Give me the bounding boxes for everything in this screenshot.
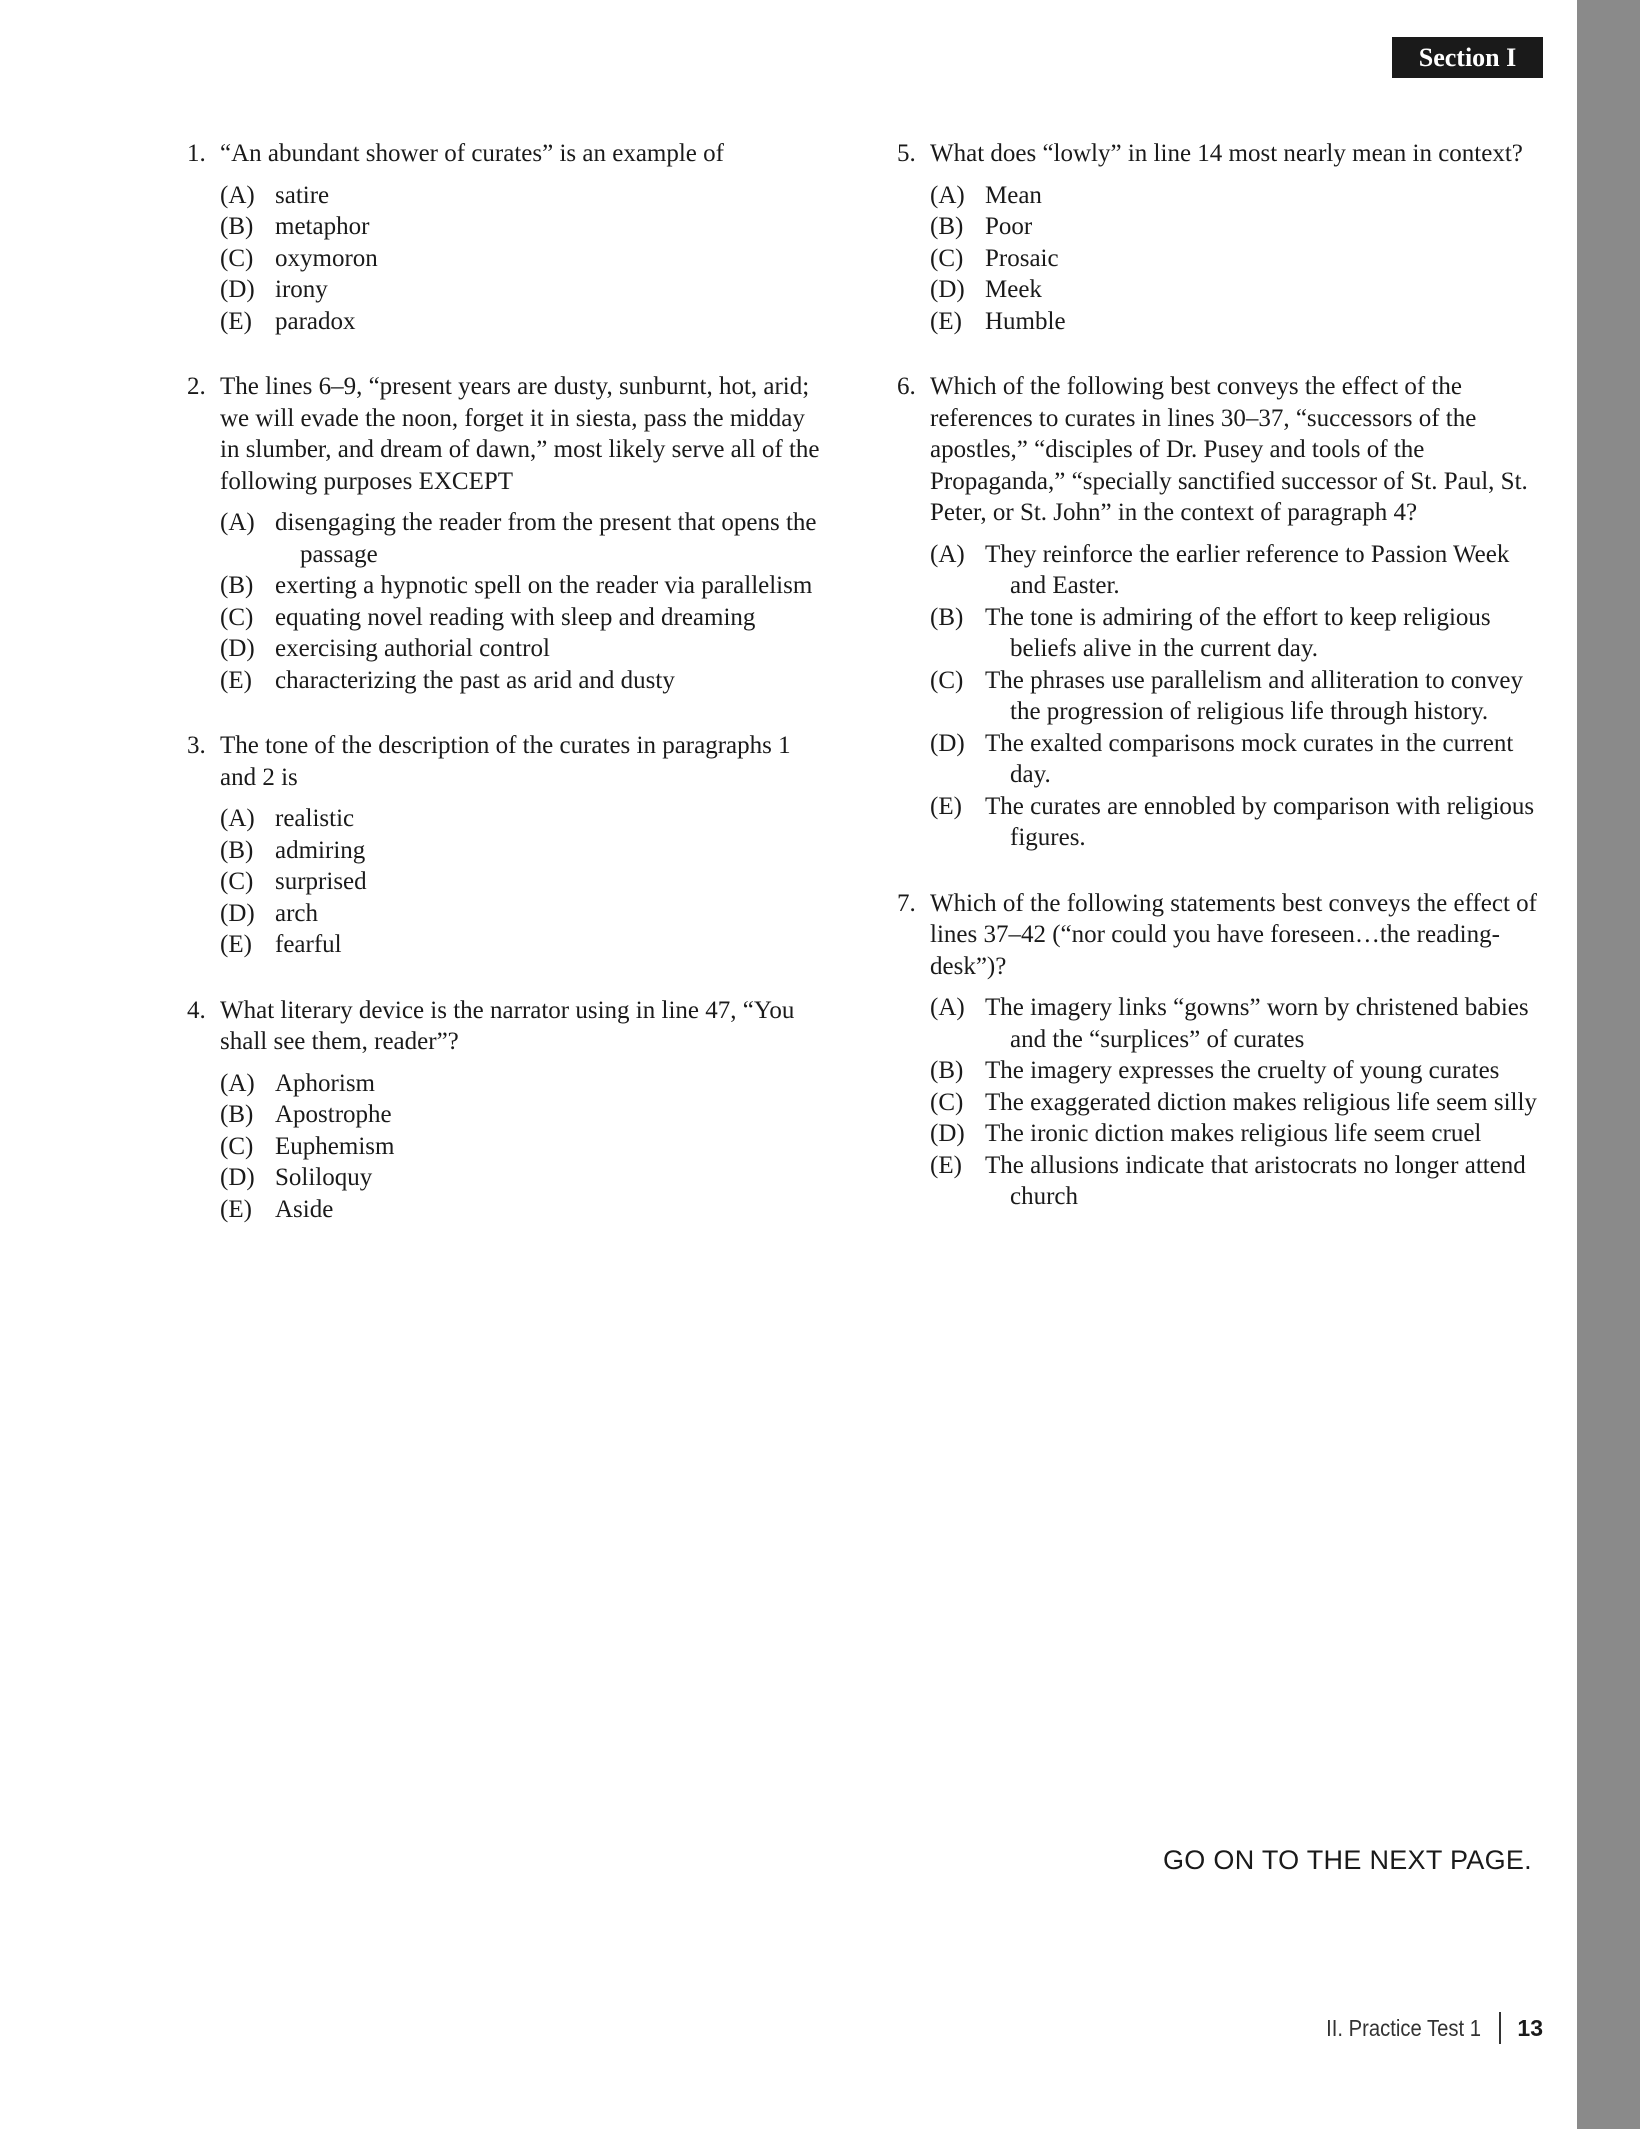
choice-text: Mean xyxy=(985,181,1042,209)
question-3 xyxy=(187,730,822,961)
answer-choice xyxy=(220,1131,822,1163)
go-on-notice: GO ON TO THE NEXT PAGE. xyxy=(1163,1845,1532,1875)
question-stem xyxy=(187,138,822,170)
choice-text: metaphor xyxy=(275,213,370,240)
choice-letter: (B) xyxy=(220,836,254,864)
page-footer xyxy=(1100,2010,1543,2046)
choice-text: exerting a hypnotic spell on the reader via parallelism xyxy=(275,572,813,599)
choice-letter: (C) xyxy=(220,603,254,631)
question-stem xyxy=(897,371,1537,529)
answer-choice xyxy=(220,898,822,930)
choice-text: arch xyxy=(275,899,319,927)
answer-choice xyxy=(220,1068,822,1100)
choice-text: Soliloquy xyxy=(275,1164,373,1191)
choice-text: realistic xyxy=(275,805,355,832)
answer-choice xyxy=(930,992,1537,1055)
choice-letter: (A) xyxy=(220,805,255,832)
answer-choice xyxy=(220,306,822,338)
choice-letter: (B) xyxy=(220,572,254,599)
choice-text: The exalted comparisons mock curates in the current day. xyxy=(985,729,1514,788)
answer-choice xyxy=(930,211,1537,243)
choice-text: The exaggerated diction makes religious life seem silly xyxy=(985,1088,1537,1116)
answer-choice xyxy=(220,274,822,306)
answer-choice xyxy=(220,929,822,961)
choice-letter: (C) xyxy=(930,666,964,694)
question-number: 3. xyxy=(187,732,206,759)
answer-choice xyxy=(930,665,1537,728)
page-number: 13 xyxy=(1517,2014,1543,2041)
question-number: 7. xyxy=(897,889,916,917)
choice-text: exercising authorial control xyxy=(275,635,550,662)
answer-choices xyxy=(930,180,1537,338)
answer-choices xyxy=(930,539,1537,854)
answer-choices xyxy=(220,180,822,338)
answer-choice xyxy=(220,1162,822,1194)
choice-letter: (C) xyxy=(930,244,964,272)
choice-letter: (E) xyxy=(930,792,962,820)
answer-choice xyxy=(930,180,1537,212)
choice-text: The ironic diction makes religious life seem cruel xyxy=(985,1120,1482,1147)
question-7 xyxy=(897,888,1537,1213)
question-6 xyxy=(897,371,1537,854)
question-stem xyxy=(897,138,1537,170)
choice-text: paradox xyxy=(275,307,356,335)
choice-letter: (D) xyxy=(220,1164,255,1191)
choice-text: Poor xyxy=(985,213,1033,240)
answer-choice xyxy=(220,835,822,867)
choice-text: Meek xyxy=(985,276,1042,303)
choice-text: fearful xyxy=(275,931,342,958)
choice-letter: (C) xyxy=(220,1132,254,1160)
footer-divider xyxy=(1499,2012,1501,2044)
choice-letter: (E) xyxy=(220,666,252,694)
choice-letter: (C) xyxy=(220,868,254,895)
answer-choice xyxy=(930,306,1537,338)
answer-choice xyxy=(220,665,822,697)
choice-letter: (E) xyxy=(930,307,962,335)
question-5 xyxy=(897,138,1537,337)
answer-choice xyxy=(220,243,822,275)
choice-text: The imagery links “gowns” worn by christened babies and the “surplices” of curates xyxy=(985,994,1529,1053)
answer-choice xyxy=(220,602,822,634)
choice-letter: (A) xyxy=(930,994,965,1021)
choice-text: The tone is admiring of the effort to keep religious beliefs alive in the current day. xyxy=(985,603,1491,662)
question-number: 6. xyxy=(897,373,916,400)
choice-text: oxymoron xyxy=(275,244,378,272)
question-2 xyxy=(187,371,822,696)
choice-letter: (E) xyxy=(220,931,252,958)
answer-choices xyxy=(220,803,822,961)
question-stem xyxy=(187,371,822,497)
question-number: 1. xyxy=(187,140,206,167)
choice-letter: (A) xyxy=(220,509,255,536)
answer-choice xyxy=(220,1099,822,1131)
choice-letter: (D) xyxy=(220,276,255,303)
choice-text: characterizing the past as arid and dusty xyxy=(275,666,675,694)
answer-choice xyxy=(930,274,1537,306)
choice-text: admiring xyxy=(275,836,366,864)
choice-text: irony xyxy=(275,276,328,303)
choice-letter: (D) xyxy=(220,899,255,927)
choice-text: The phrases use parallelism and alliteration to convey the progression of religious life through history. xyxy=(985,666,1524,725)
answer-choice xyxy=(930,791,1537,854)
choice-letter: (A) xyxy=(220,181,255,209)
question-text: Which of the following statements best conveys the effect of lines 37–42 (“nor could you have foreseen…the reading-desk”)? xyxy=(930,889,1537,980)
choice-letter: (E) xyxy=(220,307,252,335)
answer-choice xyxy=(220,633,822,665)
question-text: What literary device is the narrator using in line 47, “You shall see them, reader”? xyxy=(220,996,795,1055)
answer-choice xyxy=(220,570,822,602)
answer-choice xyxy=(930,602,1537,665)
question-text: “An abundant shower of curates” is an example of xyxy=(220,140,724,167)
choice-letter: (A) xyxy=(930,181,965,209)
choice-text: Euphemism xyxy=(275,1132,395,1160)
choice-letter: (A) xyxy=(930,540,965,568)
choice-letter: (E) xyxy=(220,1195,252,1223)
choice-letter: (B) xyxy=(930,1057,964,1084)
choice-text: They reinforce the earlier reference to Passion Week and Easter. xyxy=(985,540,1510,599)
answer-choice xyxy=(930,1055,1537,1087)
answer-choices xyxy=(220,1068,822,1226)
question-text: The lines 6–9, “present years are dusty, sunburnt, hot, arid; we will evade the noon, forget it in siesta, pass the midday in slumber, and dream of dawn,” most likely serve all of the following purposes EXCEPT xyxy=(220,373,820,495)
answer-choice xyxy=(930,539,1537,602)
choice-text: equating novel reading with sleep and dreaming xyxy=(275,603,756,631)
answer-choice xyxy=(220,180,822,212)
choice-letter: (B) xyxy=(930,603,964,631)
answer-choice xyxy=(220,1194,822,1226)
choice-letter: (D) xyxy=(220,635,255,662)
choice-text: Aphorism xyxy=(275,1069,375,1097)
answer-choice xyxy=(930,728,1537,791)
question-number: 4. xyxy=(187,996,206,1024)
choice-letter: (C) xyxy=(220,244,254,272)
answer-choice xyxy=(220,507,822,570)
section-label: Section I xyxy=(1392,37,1543,78)
answer-choice xyxy=(220,803,822,835)
choice-text: The imagery expresses the cruelty of young curates xyxy=(985,1057,1500,1084)
question-number: 2. xyxy=(187,373,206,400)
choice-text: The curates are ennobled by comparison with religious figures. xyxy=(985,792,1535,851)
question-text: The tone of the description of the curates in paragraphs 1 and 2 is xyxy=(220,732,791,791)
choice-text: disengaging the reader from the present that opens the passage xyxy=(275,509,817,568)
question-stem xyxy=(187,995,822,1058)
choice-text: Humble xyxy=(985,307,1066,335)
choice-text: The allusions indicate that aristocrats no longer attend church xyxy=(985,1151,1526,1210)
answer-choice xyxy=(930,243,1537,275)
question-4 xyxy=(187,995,822,1226)
question-stem xyxy=(187,730,822,793)
choice-text: satire xyxy=(275,181,330,209)
answer-choice xyxy=(220,211,822,243)
page-edge-bar xyxy=(1577,0,1640,2129)
choice-letter: (E) xyxy=(930,1151,962,1179)
choice-letter: (B) xyxy=(930,213,964,240)
choice-text: surprised xyxy=(275,868,367,895)
answer-choices xyxy=(930,992,1537,1213)
answer-choice xyxy=(220,866,822,898)
choice-letter: (D) xyxy=(930,276,965,303)
choice-letter: (B) xyxy=(220,1101,254,1128)
left-column xyxy=(187,138,822,1259)
right-column xyxy=(897,138,1537,1247)
answer-choices xyxy=(220,507,822,696)
choice-letter: (B) xyxy=(220,213,254,240)
question-text: Which of the following best conveys the effect of the references to curates in lines 30–37, “successors of the apostles,” “disciples of Dr. Pusey and tools of the Propaganda,” “specially sanctified successor of St. Paul, St. Peter, or St. John” in the context of paragraph 4? xyxy=(930,373,1528,526)
answer-choice xyxy=(930,1150,1537,1213)
answer-choice xyxy=(930,1118,1537,1150)
choice-text: Aside xyxy=(275,1195,334,1223)
question-stem xyxy=(897,888,1537,983)
question-number: 5. xyxy=(897,140,916,167)
choice-letter: (D) xyxy=(930,1120,965,1147)
choice-letter: (C) xyxy=(930,1088,964,1116)
choice-text: Prosaic xyxy=(985,244,1059,272)
chapter-label: II. Practice Test 1 xyxy=(1326,2014,1482,2041)
choice-letter: (A) xyxy=(220,1069,255,1097)
choice-letter: (D) xyxy=(930,729,965,757)
question-text: What does “lowly” in line 14 most nearly mean in context? xyxy=(930,140,1523,167)
choice-text: Apostrophe xyxy=(275,1101,392,1128)
question-1 xyxy=(187,138,822,337)
answer-choice xyxy=(930,1087,1537,1119)
